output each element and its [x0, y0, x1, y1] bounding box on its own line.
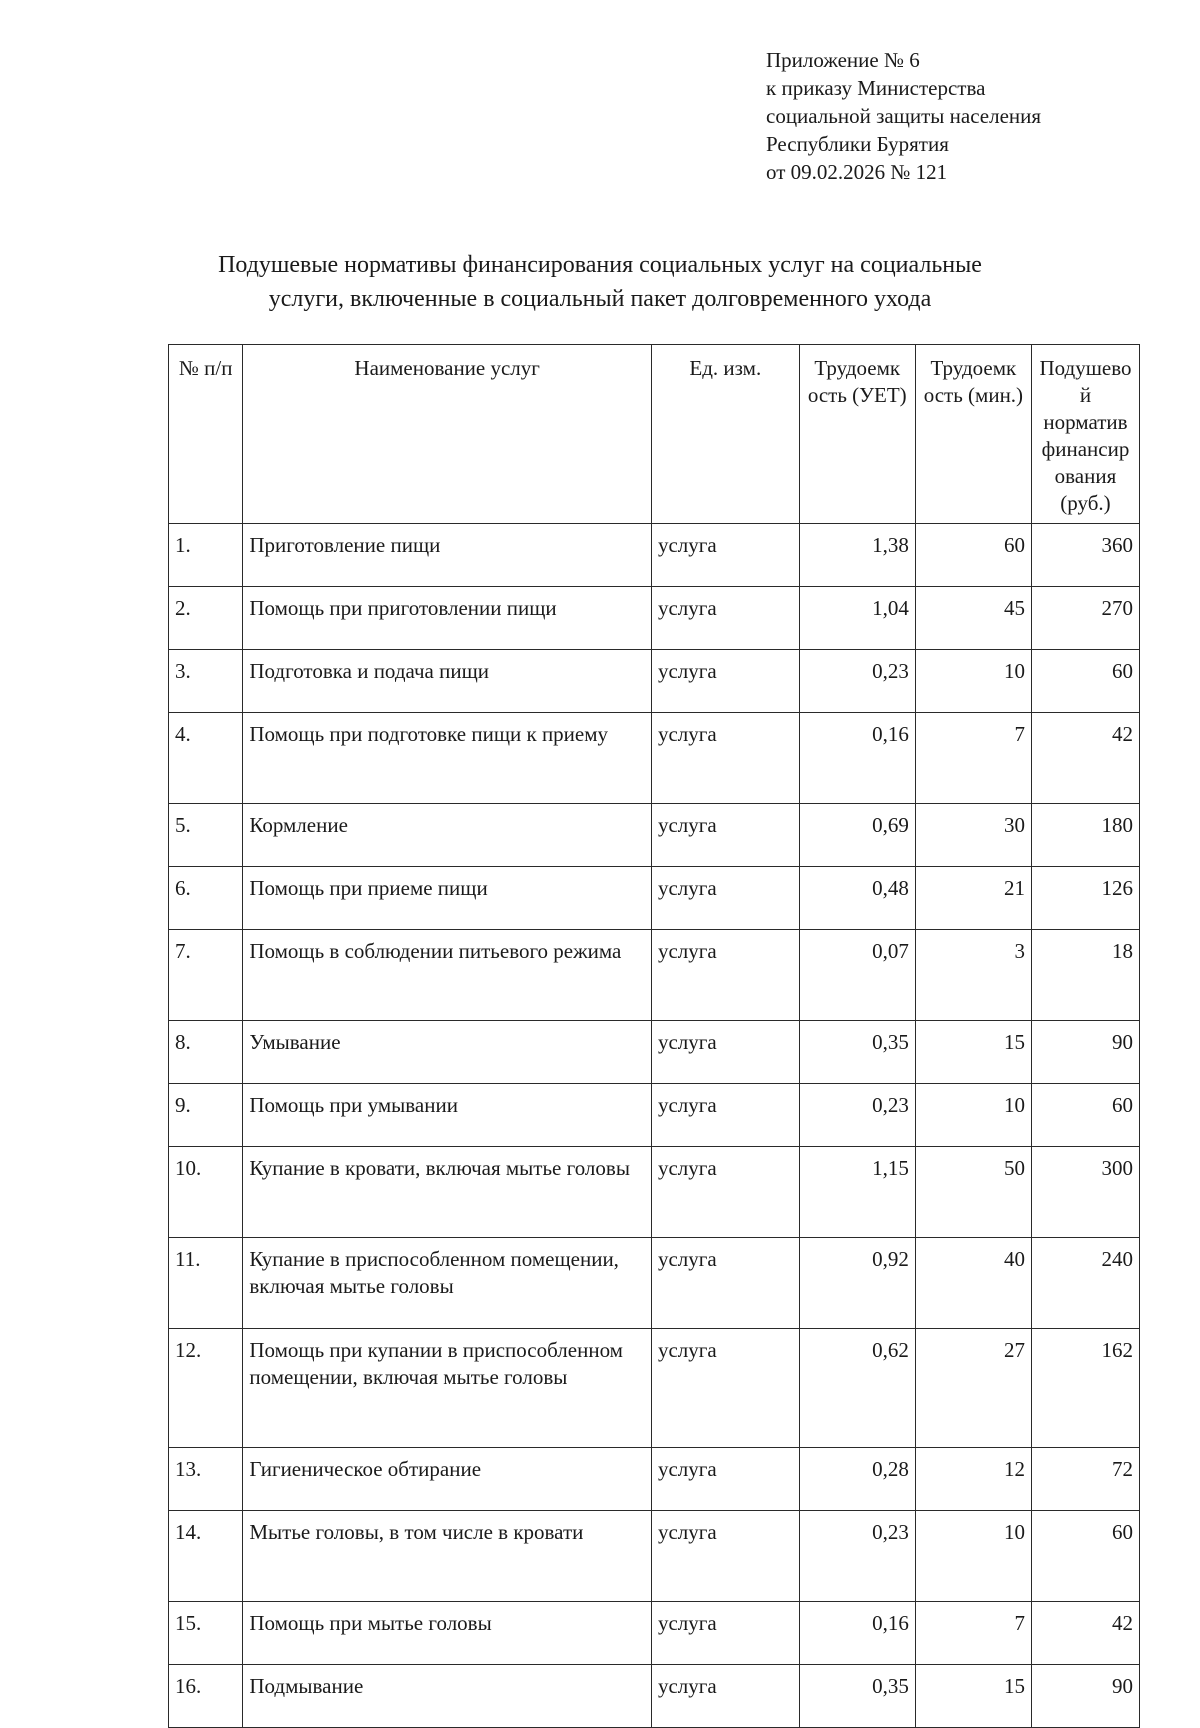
- cell-norm: 42: [1031, 713, 1139, 804]
- cell-num: 4.: [169, 713, 243, 804]
- cell-norm: 162: [1031, 1329, 1139, 1448]
- table-row: [169, 1329, 1140, 1448]
- cell-num: 13.: [169, 1448, 243, 1511]
- cell-uet: 0,28: [799, 1448, 915, 1511]
- table-row: [169, 930, 1140, 1021]
- table-row: [169, 804, 1140, 867]
- cell-norm: 60: [1031, 1084, 1139, 1147]
- cell-norm: 240: [1031, 1238, 1139, 1329]
- cell-name: Помощь при умывании: [243, 1084, 652, 1147]
- cell-num: 15.: [169, 1602, 243, 1665]
- cell-name: Помощь при купании в приспособленном помещении, включая мытье головы: [243, 1329, 652, 1448]
- header-norm: Подушево й норматив финансир ования (руб.): [1031, 345, 1139, 524]
- cell-num: 1.: [169, 524, 243, 587]
- header-min: Трудоемк ость (мин.): [915, 345, 1031, 524]
- cell-uet: 0,35: [799, 1021, 915, 1084]
- table-row: [169, 1448, 1140, 1511]
- cell-min: 15: [915, 1665, 1031, 1728]
- cell-min: 60: [915, 524, 1031, 587]
- cell-unit: услуга: [651, 930, 799, 1021]
- table-row: [169, 1021, 1140, 1084]
- cell-norm: 180: [1031, 804, 1139, 867]
- document-title: [150, 248, 1050, 316]
- table-row: [169, 867, 1140, 930]
- table-row: [169, 650, 1140, 713]
- cell-name: Помощь в соблюдении питьевого режима: [243, 930, 652, 1021]
- cell-uet: 0,16: [799, 1602, 915, 1665]
- cell-min: 30: [915, 804, 1031, 867]
- cell-num: 5.: [169, 804, 243, 867]
- cell-norm: 90: [1031, 1665, 1139, 1728]
- appendix-line: от 09.02.2026 № 121: [766, 160, 948, 184]
- cell-min: 10: [915, 650, 1031, 713]
- cell-unit: услуга: [651, 1602, 799, 1665]
- cell-unit: услуга: [651, 587, 799, 650]
- table-header-row: [169, 345, 1140, 524]
- header-uet: Трудоемк ость (УЕТ): [799, 345, 915, 524]
- cell-uet: 0,35: [799, 1665, 915, 1728]
- appendix-line: к приказу Министерства: [766, 76, 986, 100]
- header-name: Наименование услуг: [243, 345, 652, 524]
- services-table: [168, 344, 1140, 1728]
- cell-min: 45: [915, 587, 1031, 650]
- cell-min: 21: [915, 867, 1031, 930]
- cell-uet: 0,23: [799, 1084, 915, 1147]
- title-line-1: Подушевые нормативы финансирования социальных услуг на социальные: [218, 252, 982, 278]
- cell-unit: услуга: [651, 524, 799, 587]
- appendix-line: Приложение № 6: [766, 48, 920, 72]
- cell-norm: 90: [1031, 1021, 1139, 1084]
- cell-unit: услуга: [651, 1329, 799, 1448]
- cell-unit: услуга: [651, 1511, 799, 1602]
- cell-norm: 270: [1031, 587, 1139, 650]
- appendix-line: социальной защиты населения: [766, 104, 1042, 128]
- cell-name: Умывание: [243, 1021, 652, 1084]
- cell-min: 50: [915, 1147, 1031, 1238]
- table-row: [169, 1147, 1140, 1238]
- cell-unit: услуга: [651, 804, 799, 867]
- cell-uet: 0,48: [799, 867, 915, 930]
- table-row: [169, 1511, 1140, 1602]
- cell-num: 3.: [169, 650, 243, 713]
- cell-num: 2.: [169, 587, 243, 650]
- cell-norm: 300: [1031, 1147, 1139, 1238]
- cell-min: 27: [915, 1329, 1031, 1448]
- cell-norm: 72: [1031, 1448, 1139, 1511]
- cell-norm: 360: [1031, 524, 1139, 587]
- table-row: [169, 1084, 1140, 1147]
- cell-name: Помощь при подготовке пищи к приему: [243, 713, 652, 804]
- cell-num: 7.: [169, 930, 243, 1021]
- table-row: [169, 587, 1140, 650]
- header-unit: Ед. изм.: [651, 345, 799, 524]
- cell-norm: 42: [1031, 1602, 1139, 1665]
- cell-name: Помощь при приеме пищи: [243, 867, 652, 930]
- cell-name: Купание в приспособленном помещении, включая мытье головы: [243, 1238, 652, 1329]
- cell-num: 16.: [169, 1665, 243, 1728]
- cell-unit: услуга: [651, 650, 799, 713]
- cell-uet: 0,62: [799, 1329, 915, 1448]
- cell-min: 7: [915, 1602, 1031, 1665]
- cell-min: 15: [915, 1021, 1031, 1084]
- cell-min: 10: [915, 1084, 1031, 1147]
- cell-num: 12.: [169, 1329, 243, 1448]
- cell-uet: 1,15: [799, 1147, 915, 1238]
- cell-unit: услуга: [651, 1238, 799, 1329]
- cell-uet: 0,23: [799, 650, 915, 713]
- cell-unit: услуга: [651, 1665, 799, 1728]
- cell-uet: 0,23: [799, 1511, 915, 1602]
- cell-name: Купание в кровати, включая мытье головы: [243, 1147, 652, 1238]
- cell-uet: 0,07: [799, 930, 915, 1021]
- cell-norm: 126: [1031, 867, 1139, 930]
- table-row: [169, 713, 1140, 804]
- cell-uet: 1,38: [799, 524, 915, 587]
- header-num: № п/п: [169, 345, 243, 524]
- cell-uet: 0,69: [799, 804, 915, 867]
- cell-name: Приготовление пищи: [243, 524, 652, 587]
- appendix-line: Республики Бурятия: [766, 132, 949, 156]
- cell-unit: услуга: [651, 1021, 799, 1084]
- cell-uet: 1,04: [799, 587, 915, 650]
- cell-unit: услуга: [651, 713, 799, 804]
- cell-min: 3: [915, 930, 1031, 1021]
- cell-num: 10.: [169, 1147, 243, 1238]
- cell-num: 11.: [169, 1238, 243, 1329]
- cell-name: Кормление: [243, 804, 652, 867]
- cell-name: Мытье головы, в том числе в кровати: [243, 1511, 652, 1602]
- title-line-2: услуги, включенные в социальный пакет долговременного ухода: [268, 286, 932, 312]
- cell-norm: 60: [1031, 1511, 1139, 1602]
- cell-uet: 0,16: [799, 713, 915, 804]
- table-row: [169, 1665, 1140, 1728]
- cell-name: Подмывание: [243, 1665, 652, 1728]
- cell-min: 7: [915, 713, 1031, 804]
- cell-unit: услуга: [651, 1147, 799, 1238]
- cell-num: 6.: [169, 867, 243, 930]
- cell-unit: услуга: [651, 1448, 799, 1511]
- cell-uet: 0,92: [799, 1238, 915, 1329]
- appendix-header: [766, 46, 1041, 186]
- cell-num: 14.: [169, 1511, 243, 1602]
- cell-name: Гигиеническое обтирание: [243, 1448, 652, 1511]
- cell-num: 9.: [169, 1084, 243, 1147]
- table-row: [169, 1602, 1140, 1665]
- cell-name: Помощь при приготовлении пищи: [243, 587, 652, 650]
- cell-num: 8.: [169, 1021, 243, 1084]
- cell-name: Помощь при мытье головы: [243, 1602, 652, 1665]
- cell-name: Подготовка и подача пищи: [243, 650, 652, 713]
- cell-unit: услуга: [651, 867, 799, 930]
- cell-unit: услуга: [651, 1084, 799, 1147]
- table-row: [169, 524, 1140, 587]
- cell-norm: 18: [1031, 930, 1139, 1021]
- cell-min: 12: [915, 1448, 1031, 1511]
- table-row: [169, 1238, 1140, 1329]
- cell-min: 10: [915, 1511, 1031, 1602]
- cell-norm: 60: [1031, 650, 1139, 713]
- cell-min: 40: [915, 1238, 1031, 1329]
